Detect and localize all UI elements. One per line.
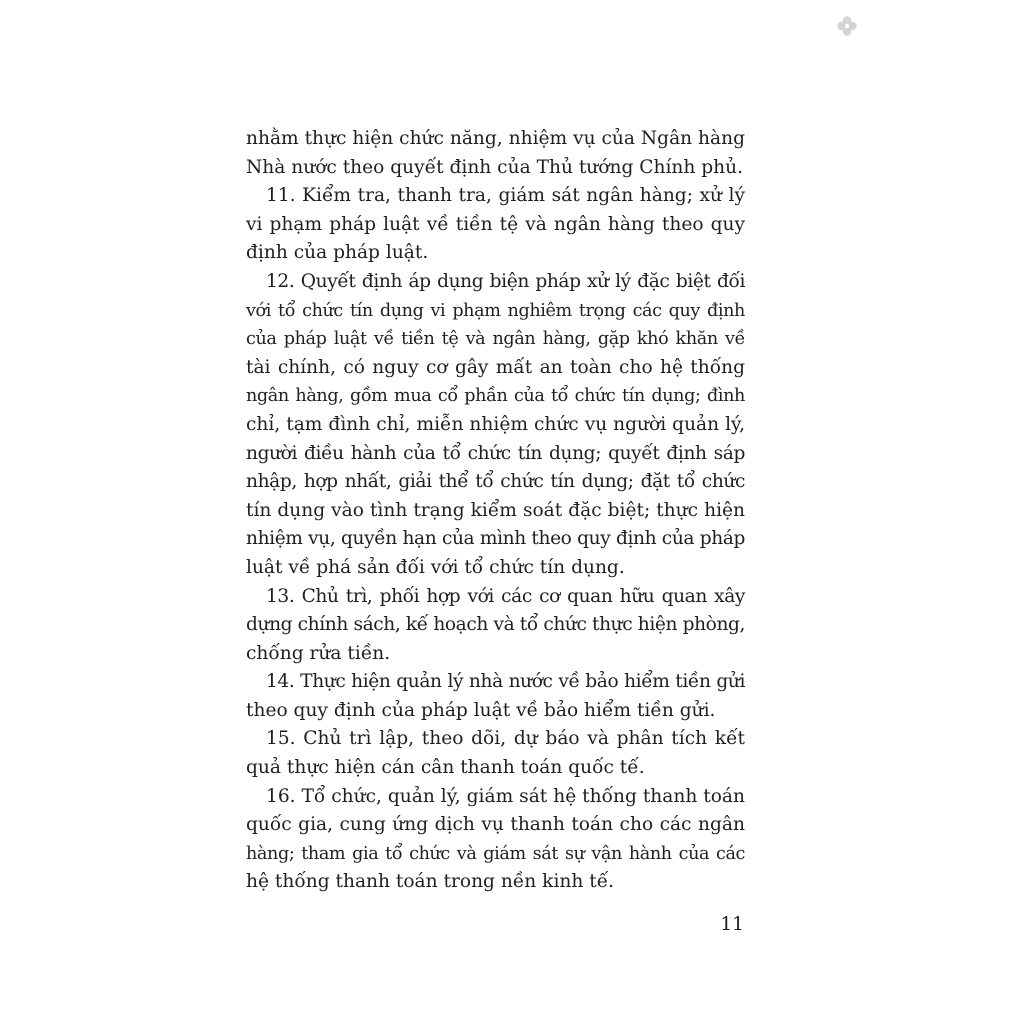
text-line: tài chính, có nguy cơ gây mất an toàn cho hệ thống: [246, 356, 745, 378]
text-line: của pháp luật về tiền tệ và ngân hàng, gặp khó khăn về: [246, 329, 745, 350]
text-line: 13. Chủ trì, phối hợp với các cơ quan hữu quan xây: [266, 585, 745, 607]
text-line: Nhà nước theo quyết định của Thủ tướng Chính phủ.: [246, 156, 744, 178]
text-line: 16. Tổ chức, quản lý, giám sát hệ thống thanh toán: [266, 785, 745, 807]
text-line: quốc gia, cung ứng dịch vụ thanh toán cho các ngân: [246, 814, 745, 836]
text-line: theo quy định của pháp luật về bảo hiểm tiền gửi.: [246, 699, 716, 721]
text-line: 15. Chủ trì lập, theo dõi, dự báo và phân tích kết: [266, 728, 745, 750]
text-line: nhằm thực hiện chức năng, nhiệm vụ của Ngân hàng: [246, 128, 745, 149]
text-line: 11. Kiểm tra, thanh tra, giám sát ngân hàng; xử lý: [266, 185, 745, 207]
text-line: hệ thống thanh toán trong nền kinh tế.: [246, 871, 615, 893]
page-body-text: [246, 125, 745, 897]
flower-ornament-icon: [835, 14, 859, 38]
text-line: dựng chính sách, kế hoạch và tổ chức thực hiện phòng,: [246, 614, 746, 636]
text-line: 14. Thực hiện quản lý nhà nước về bảo hiểm tiền gửi: [266, 671, 745, 693]
text-line: ngân hàng, gồm mua cổ phần của tổ chức tín dụng; đình: [246, 386, 745, 407]
text-line: luật về phá sản đối với tổ chức tín dụng.: [246, 556, 625, 578]
text-line: vi phạm pháp luật về tiền tệ và ngân hàng theo quy: [246, 213, 745, 235]
text-line: nhiệm vụ, quyền hạn của mình theo quy định của pháp: [246, 528, 745, 550]
text-line: nhập, hợp nhất, giải thể tổ chức tín dụng; đặt tổ chức: [246, 471, 745, 493]
text-line: chống rửa tiền.: [246, 642, 391, 664]
text-line: quả thực hiện cán cân thanh toán quốc tế.: [246, 757, 645, 779]
text-line: định của pháp luật.: [246, 242, 429, 264]
text-line: chỉ, tạm đình chỉ, miễn nhiệm chức vụ người quản lý,: [246, 413, 745, 435]
text-line: với tổ chức tín dụng vi phạm nghiêm trọng các quy định: [246, 300, 745, 321]
page-number: 11: [720, 914, 744, 935]
text-line: tín dụng vào tình trạng kiểm soát đặc biệt; thực hiện: [246, 499, 745, 521]
text-line: hàng; tham gia tổ chức và giám sát sự vận hành của các: [246, 843, 745, 864]
text-line: 12. Quyết định áp dụng biện pháp xử lý đặc biệt đối: [266, 270, 745, 292]
text-line: người điều hành của tổ chức tín dụng; quyết định sáp: [246, 442, 745, 464]
